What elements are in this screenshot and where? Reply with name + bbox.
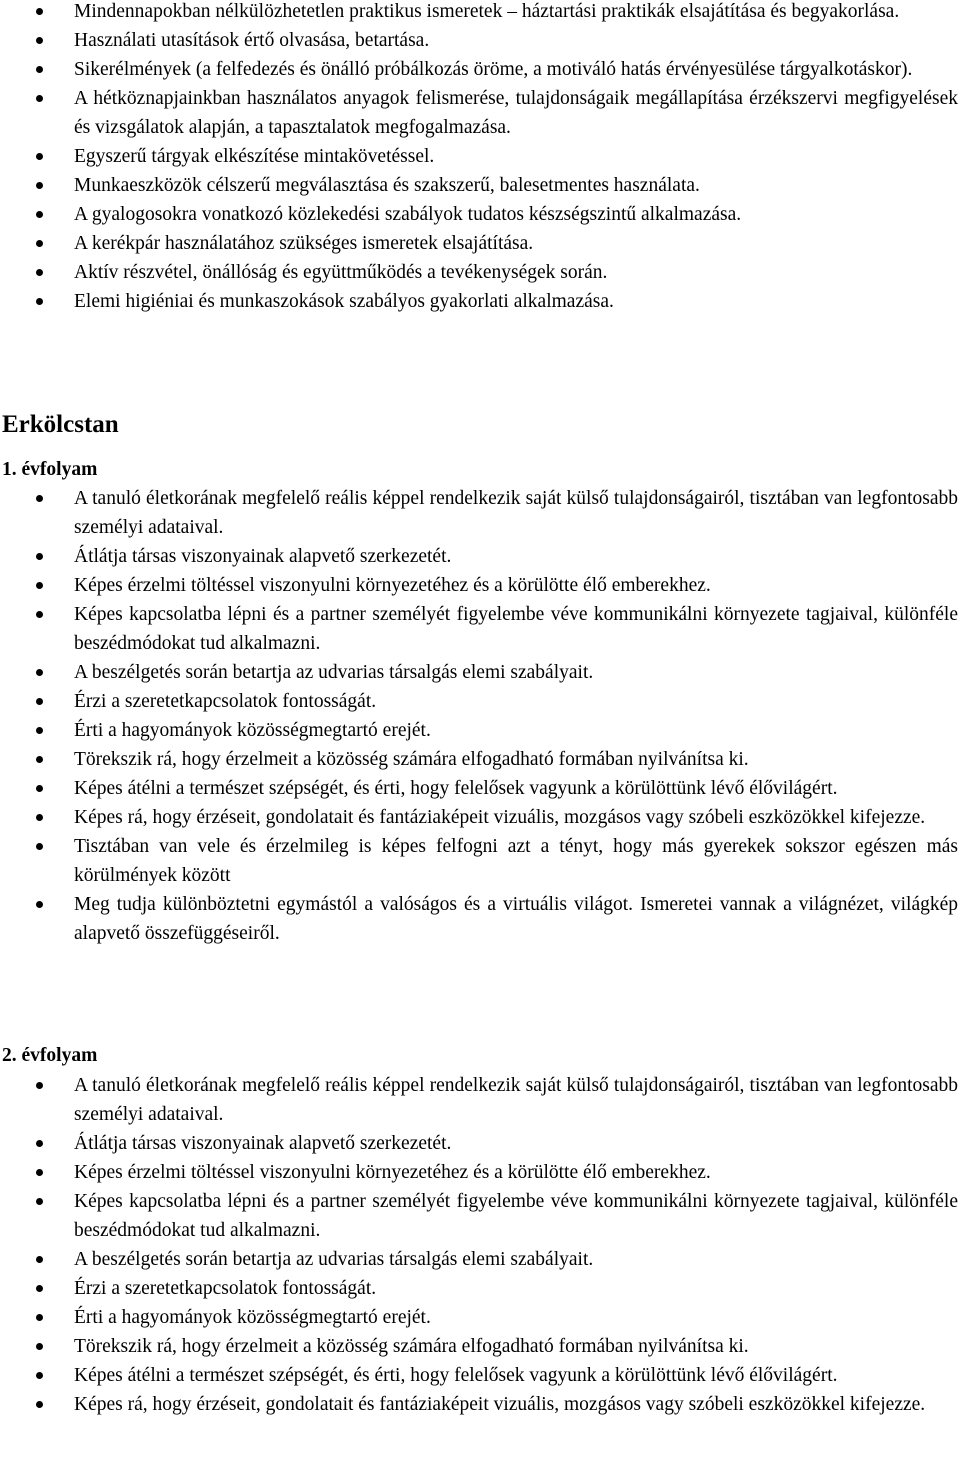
list-item xyxy=(0,687,960,716)
bullet-icon xyxy=(36,211,43,218)
bullet-icon xyxy=(36,182,43,189)
bullet-icon xyxy=(36,1198,43,1205)
bullet-icon xyxy=(36,1256,43,1263)
list-item xyxy=(0,571,960,600)
bullet-icon xyxy=(36,698,43,705)
list-item-text: Aktív részvétel, önállóság és együttműködés a tevékenységek során. xyxy=(74,262,608,283)
list-item-text: Képes rá, hogy érzéseit, gondolatait és fantáziaképeit vizuális, mozgásos vagy szóbeli eszközökkel kifejezze. xyxy=(74,1394,926,1415)
bullet-icon xyxy=(36,240,43,247)
list-item-text: Elemi higiéniai és munkaszokások szabályos gyakorlati alkalmazása. xyxy=(74,291,614,312)
list-item-text: Egyszerű tárgyak elkészítése mintakövetéssel. xyxy=(74,146,435,167)
bullet-icon xyxy=(36,1169,43,1176)
top-bullet-list xyxy=(0,0,960,316)
bullet-icon xyxy=(36,269,43,276)
bullet-icon xyxy=(36,153,43,160)
list-item-text: Képes érzelmi töltéssel viszonyulni környezetéhez és a körülötte élő emberekhez. xyxy=(74,575,711,596)
bullet-icon xyxy=(36,1314,43,1321)
bullet-icon xyxy=(36,8,43,15)
list-item-text: Érti a hagyományok közösségmegtartó erejét. xyxy=(74,720,431,741)
list-item-text: Átlátja társas viszonyainak alapvető szerkezetét. xyxy=(74,546,452,567)
grade-2-bullet-list xyxy=(0,1071,960,1419)
bullet-icon xyxy=(36,611,43,618)
bullet-icon xyxy=(36,1372,43,1379)
list-item xyxy=(0,1071,960,1129)
list-item-text: A tanuló életkorának megfelelő reális képpel rendelkezik saját külső tulajdonságairól, tisztában van legfontosabb személyi adataival. xyxy=(74,1075,958,1125)
list-item-text: A beszélgetés során betartja az udvarias társalgás elemi szabályait. xyxy=(74,1249,594,1270)
list-item xyxy=(0,1274,960,1303)
bullet-icon xyxy=(36,66,43,73)
list-item xyxy=(0,1129,960,1158)
list-item-text: Képes átélni a természet szépségét, és érti, hogy felelősek vagyunk a körülöttünk lévő élővilágért. xyxy=(74,1365,838,1386)
bullet-icon xyxy=(36,1140,43,1147)
list-item xyxy=(0,1158,960,1187)
list-item-text: Képes rá, hogy érzéseit, gondolatait és fantáziaképeit vizuális, mozgásos vagy szóbeli eszközökkel kifejezze. xyxy=(74,807,926,828)
bullet-icon xyxy=(36,1082,43,1089)
list-item xyxy=(0,803,960,832)
section-title: Erkölcstan xyxy=(2,411,119,438)
list-item-text: Munkaeszközök célszerű megválasztása és szakszerű, balesetmentes használata. xyxy=(74,175,700,196)
list-item-text: A tanuló életkorának megfelelő reális képpel rendelkezik saját külső tulajdonságairól, tisztában van legfontosabb személyi adataival. xyxy=(74,488,958,538)
list-item-text: Képes kapcsolatba lépni és a partner személyét figyelembe véve kommunikálni környezete tagjaival, különféle beszédmódokat tud alkalmazni. xyxy=(74,604,958,654)
list-item-text: A hétköznapjainkban használatos anyagok felismerése, tulajdonságaik megállapítása érzékszervi megfigyelések és vizsgálatok alapján, a tapasztalatok megfogalmazása. xyxy=(74,88,958,138)
list-item-text: Érzi a szeretetkapcsolatok fontosságát. xyxy=(74,691,377,712)
list-item-text: Érzi a szeretetkapcsolatok fontosságát. xyxy=(74,1278,377,1299)
list-item-text: A kerékpár használatához szükséges ismeretek elsajátítása. xyxy=(74,233,534,254)
bullet-icon xyxy=(36,95,43,102)
bullet-icon xyxy=(36,37,43,44)
bullet-icon xyxy=(36,814,43,821)
list-item xyxy=(0,84,960,142)
list-item-text: A beszélgetés során betartja az udvarias társalgás elemi szabályait. xyxy=(74,662,594,683)
list-item-text: Törekszik rá, hogy érzelmeit a közösség számára elfogadható formában nyilvánítsa ki. xyxy=(74,749,749,770)
list-item-text: Törekszik rá, hogy érzelmeit a közösség számára elfogadható formában nyilvánítsa ki. xyxy=(74,1336,749,1357)
list-item-text: Érti a hagyományok közösségmegtartó erejét. xyxy=(74,1307,431,1328)
list-item-text: Meg tudja különböztetni egymástól a valóságos és a virtuális világot. Ismeretei vannak a világnézet, világkép alapvető összefüggéseiről. xyxy=(74,894,958,944)
bullet-icon xyxy=(36,669,43,676)
bullet-icon xyxy=(36,785,43,792)
grade-1-bullet-list xyxy=(0,484,960,948)
list-item-text: Sikerélmények (a felfedezés és önálló próbálkozás öröme, a motiváló hatás érvényesülése tárgyalkotáskor). xyxy=(74,59,913,80)
bullet-icon xyxy=(36,298,43,305)
list-item xyxy=(0,745,960,774)
list-item-text: Képes átélni a természet szépségét, és érti, hogy felelősek vagyunk a körülöttünk lévő élővilágért. xyxy=(74,778,838,799)
list-item-text: Képes kapcsolatba lépni és a partner személyét figyelembe véve kommunikálni környezete tagjaival, különféle beszédmódokat tud alkalmazni. xyxy=(74,1191,958,1241)
list-item xyxy=(0,229,960,258)
list-item xyxy=(0,258,960,287)
bullet-icon xyxy=(36,1285,43,1292)
grade-1-title: 1. évfolyam xyxy=(2,459,98,480)
list-item xyxy=(0,832,960,890)
list-item xyxy=(0,774,960,803)
list-item xyxy=(0,1390,960,1419)
list-item xyxy=(0,0,960,26)
list-item xyxy=(0,55,960,84)
list-item xyxy=(0,1187,960,1245)
list-item xyxy=(0,1332,960,1361)
list-item xyxy=(0,287,960,316)
list-item-text: Használati utasítások értő olvasása, betartása. xyxy=(74,30,430,51)
bullet-icon xyxy=(36,553,43,560)
bullet-icon xyxy=(36,727,43,734)
list-item xyxy=(0,1245,960,1274)
bullet-icon xyxy=(36,901,43,908)
list-item xyxy=(0,542,960,571)
bullet-icon xyxy=(36,1401,43,1408)
grade-2-title: 2. évfolyam xyxy=(2,1045,98,1066)
bullet-icon xyxy=(36,495,43,502)
bullet-icon xyxy=(36,582,43,589)
list-item xyxy=(0,200,960,229)
list-item xyxy=(0,26,960,55)
list-item-text: Tisztában van vele és érzelmileg is képes felfogni azt a tényt, hogy más gyerekek sokszor egészen más körülmények között xyxy=(74,836,958,886)
list-item-text: A gyalogosokra vonatkozó közlekedési szabályok tudatos készségszintű alkalmazása. xyxy=(74,204,742,225)
list-item xyxy=(0,484,960,542)
bullet-icon xyxy=(36,843,43,850)
list-item-text: Átlátja társas viszonyainak alapvető szerkezetét. xyxy=(74,1133,452,1154)
list-item xyxy=(0,658,960,687)
list-item xyxy=(0,716,960,745)
bullet-icon xyxy=(36,756,43,763)
list-item-text: Képes érzelmi töltéssel viszonyulni környezetéhez és a körülötte élő emberekhez. xyxy=(74,1162,711,1183)
list-item xyxy=(0,142,960,171)
list-item-text: Mindennapokban nélkülözhetetlen praktikus ismeretek – háztartási praktikák elsajátítása és begyakorlása. xyxy=(74,1,900,22)
bullet-icon xyxy=(36,1343,43,1350)
list-item xyxy=(0,890,960,948)
list-item xyxy=(0,1303,960,1332)
list-item xyxy=(0,1361,960,1390)
list-item xyxy=(0,171,960,200)
list-item xyxy=(0,600,960,658)
